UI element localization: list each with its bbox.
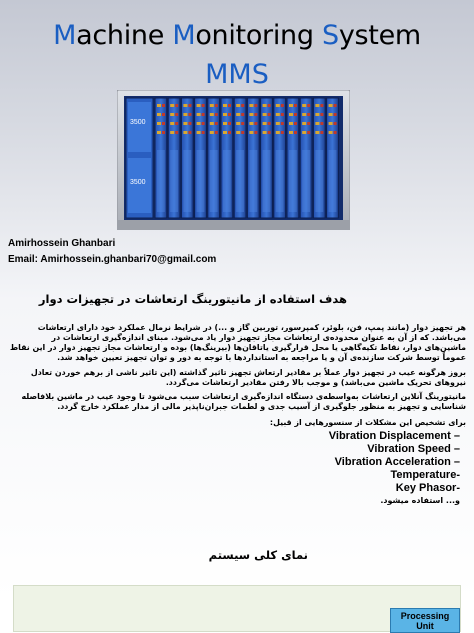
module-led	[294, 122, 297, 125]
sensor-item: Vibration Acceleration –	[334, 456, 460, 468]
module-led	[268, 131, 271, 134]
module-led	[215, 131, 218, 134]
module-connector	[157, 104, 161, 107]
module-connector	[210, 122, 214, 125]
module-led	[215, 122, 218, 125]
module-connector	[183, 113, 187, 116]
module-panel	[276, 150, 284, 212]
module-led	[334, 131, 337, 134]
module-connector	[276, 131, 280, 134]
module-connector	[302, 131, 306, 134]
module-led	[228, 122, 231, 125]
paragraph-3: مانیتورینگ آنلاین ارتعاشات به‌واسطه‌ی دستگاه اندازه‌گیری ارتعاشات سبب می‌شود تا وجود عیب در ماشین بلافاصله شناسایی و تجهیز به منظور جلوگیری از آسیب جدی و لطمات جبران‌ناپذیر مالی از مدار عملکرد خارج گردد.	[21, 392, 466, 411]
module-led	[175, 131, 178, 134]
module-panel	[236, 150, 244, 212]
module-connector	[197, 131, 201, 134]
module-led	[268, 122, 271, 125]
module-led	[307, 122, 310, 125]
module-connector	[223, 104, 227, 107]
module-panel	[197, 150, 205, 212]
sensor-item: Temperature-	[390, 469, 460, 481]
module-led	[241, 122, 244, 125]
module-led	[281, 113, 284, 116]
title-word-3: System	[322, 20, 421, 51]
rack-label-bottom: 3500	[130, 179, 146, 186]
title-word-1: Machine	[53, 20, 173, 51]
module-led	[281, 122, 284, 125]
module-connector	[249, 113, 253, 116]
module-led	[188, 104, 191, 107]
module-connector	[197, 113, 201, 116]
module-connector	[183, 104, 187, 107]
sensor-item: Key Phasor-	[395, 482, 460, 494]
module-connector	[289, 104, 293, 107]
module-led	[281, 131, 284, 134]
module-led	[320, 113, 323, 116]
module-connector	[249, 104, 253, 107]
module-led	[307, 113, 310, 116]
module-connector	[276, 113, 280, 116]
module-connector	[289, 113, 293, 116]
processing-unit-box: Processing Unit	[390, 608, 460, 633]
module-connector	[276, 122, 280, 125]
module-led	[281, 104, 284, 107]
module-led	[162, 122, 165, 125]
section-heading-purpose: هدف استفاده از مانیتورینگ ارتعاشات در تجهیزات دوار	[38, 292, 347, 306]
module-connector	[170, 122, 174, 125]
module-connector	[315, 113, 319, 116]
module-panel	[302, 150, 310, 212]
module-led	[254, 104, 257, 107]
subtitle-mms: MMS	[205, 59, 269, 90]
module-connector	[329, 104, 333, 107]
module-led	[254, 131, 257, 134]
module-connector	[236, 131, 240, 134]
module-led	[188, 122, 191, 125]
module-connector	[197, 104, 201, 107]
module-led	[228, 113, 231, 116]
module-led	[294, 113, 297, 116]
module-panel	[210, 150, 218, 212]
module-led	[294, 131, 297, 134]
sensor-item: Vibration Speed –	[367, 443, 460, 455]
module-connector	[315, 131, 319, 134]
module-led	[162, 113, 165, 116]
module-connector	[210, 113, 214, 116]
module-connector	[170, 104, 174, 107]
module-led	[162, 104, 165, 107]
module-panel	[315, 150, 323, 212]
module-connector	[157, 113, 161, 116]
module-connector	[223, 122, 227, 125]
module-led	[307, 131, 310, 134]
module-led	[254, 122, 257, 125]
module-led	[188, 113, 191, 116]
module-connector	[249, 131, 253, 134]
title-word-2: Monitoring	[172, 20, 322, 51]
module-led	[241, 113, 244, 116]
module-led	[202, 104, 205, 107]
module-connector	[223, 113, 227, 116]
author-name: Amirhossein Ghanbari	[8, 238, 116, 249]
module-connector	[302, 122, 306, 125]
module-led	[268, 104, 271, 107]
module-led	[228, 104, 231, 107]
paragraph-2: بروز هرگونه عیب در تجهیز دوار عملاً بر مقادیر ارتعاش تجهیز تاثیر گذاشته (این تاثیر ناشی از برهم خوردن تعادل نیروهای تحریک ماشین می‌باشد) و موجب بالا رفتن مقادیر ارتعاشات می‌گردد.	[30, 368, 466, 387]
module-panel	[329, 150, 337, 212]
module-led	[188, 131, 191, 134]
rack-base	[117, 220, 350, 230]
module-panel	[289, 150, 297, 212]
module-connector	[289, 122, 293, 125]
module-led	[162, 131, 165, 134]
system-diagram	[13, 585, 461, 632]
module-led	[175, 113, 178, 116]
rack-label-top: 3500	[130, 119, 146, 126]
module-connector	[210, 104, 214, 107]
module-connector	[315, 122, 319, 125]
module-connector	[302, 104, 306, 107]
module-led	[241, 131, 244, 134]
module-connector	[329, 113, 333, 116]
module-connector	[249, 122, 253, 125]
section-heading-overview: نمای کلی سیستم	[208, 548, 308, 562]
module-connector	[236, 122, 240, 125]
module-led	[307, 104, 310, 107]
module-led	[254, 113, 257, 116]
module-led	[294, 104, 297, 107]
module-connector	[236, 113, 240, 116]
module-led	[334, 122, 337, 125]
module-connector	[263, 104, 267, 107]
module-led	[202, 113, 205, 116]
module-connector	[210, 131, 214, 134]
rack-left-panel	[126, 98, 153, 218]
module-connector	[276, 104, 280, 107]
module-led	[320, 122, 323, 125]
module-connector	[289, 131, 293, 134]
paragraph-4: برای تشخیص این مشکلات از سنسورهایی از قبیل:	[269, 418, 466, 427]
module-panel	[249, 150, 257, 212]
module-led	[175, 104, 178, 107]
module-connector	[263, 122, 267, 125]
module-led	[228, 131, 231, 134]
module-led	[241, 104, 244, 107]
module-led	[320, 131, 323, 134]
module-connector	[236, 104, 240, 107]
module-led	[202, 122, 205, 125]
module-connector	[263, 131, 267, 134]
module-connector	[197, 122, 201, 125]
module-connector	[329, 122, 333, 125]
sensor-list-end: و... استفاده میشود.	[380, 496, 460, 505]
sensor-item: Vibration Displacement –	[328, 430, 460, 442]
module-led	[215, 104, 218, 107]
module-led	[334, 104, 337, 107]
module-connector	[183, 122, 187, 125]
module-connector	[302, 113, 306, 116]
module-panel	[157, 150, 165, 212]
module-panel	[170, 150, 178, 212]
module-connector	[170, 113, 174, 116]
monitoring-rack-image	[117, 90, 350, 230]
module-panel	[263, 150, 271, 212]
module-connector	[263, 113, 267, 116]
module-led	[320, 104, 323, 107]
module-panel	[223, 150, 231, 212]
main-title	[0, 20, 474, 51]
module-led	[215, 113, 218, 116]
module-led	[175, 122, 178, 125]
module-led	[202, 131, 205, 134]
module-led	[268, 113, 271, 116]
paragraph-1: هر تجهیز دوار (مانند پمپ، فن، بلوئر، کمپرسور، توربین گاز و ...) در شرایط نرمال عملکرد خود دارای ارتعاشات می‌باشد. که از آن به عنوان محدوده‌ی ارتعاشات مجاز تجهیز دوار یاد می‌شود. مبنای اندازه‌گیری ارتعاشات در ماشین‌های دوار، نقاط تکیه‌گاهی یا محل قرارگیری یاتاقان‌ها (بیرینگ‌ها) بوده و ارتعاشات مجاز تجهیز دوار در این نقاط عموماً توسط شرکت سازنده‌ی آن و یا مراجعه به استانداردها با توجه به دور و توان تجهیز تعیین خواهد شد.	[9, 323, 466, 362]
module-connector	[329, 131, 333, 134]
module-connector	[170, 131, 174, 134]
author-email: Email: Amirhossein.ghanbari70@gmail.com	[8, 254, 217, 265]
module-connector	[183, 131, 187, 134]
module-connector	[157, 131, 161, 134]
module-panel	[183, 150, 191, 212]
module-connector	[223, 131, 227, 134]
module-led	[334, 113, 337, 116]
module-connector	[315, 104, 319, 107]
module-connector	[157, 122, 161, 125]
